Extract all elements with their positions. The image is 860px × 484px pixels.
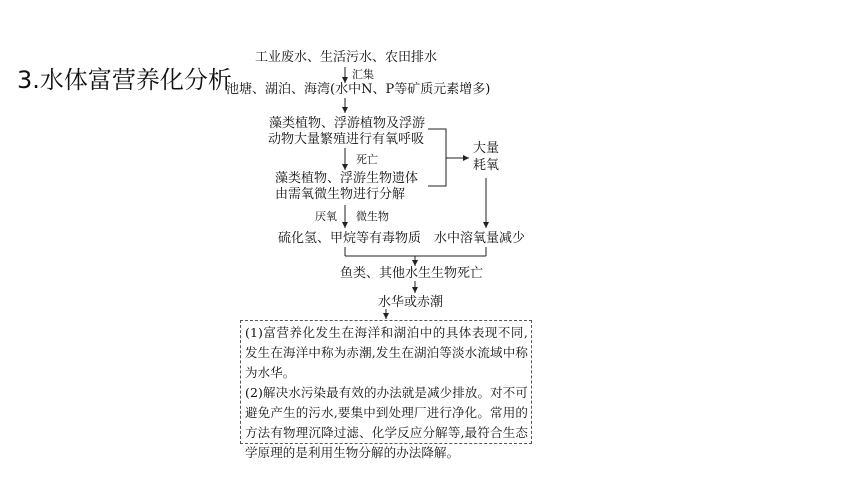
oxygen-consumption-line1: 大量 [473, 141, 500, 156]
page-title: 3.水体富营养化分析 [17, 66, 232, 94]
algae-node-line2: 动物大量繁殖进行有氧呼吸 [268, 132, 425, 147]
algae-node-line1: 藻类植物、浮游植物及浮游 [269, 116, 426, 131]
oxygen-decrease-node: 水中溶氧量减少 [434, 231, 526, 246]
anaerobic-label: 厌氧 [315, 210, 337, 223]
note-paragraph-2: (2)解决水污染最有效的办法就是减少排放。对不可避免产生的污水,要集中到处理厂进行净化。常用的方法有物理沉降过滤、化学反应分解等,最符合生态学原理的是利用生物分解的办法降解。 [245, 385, 528, 460]
fish-death-node: 鱼类、其他水生生物死亡 [340, 266, 484, 281]
bracket-oxygen [428, 129, 446, 186]
water-bodies-node: 池塘、湖泊、海湾(水中N、P等矿质元素增多) [226, 82, 491, 97]
result-node: 水华或赤潮 [378, 295, 444, 310]
sources-node: 工业废水、生活污水、农田排水 [255, 50, 438, 65]
microbe-label: 微生物 [356, 210, 389, 223]
notes-box [240, 320, 532, 460]
remains-node-line1: 藻类植物、浮游生物遗体 [275, 171, 419, 186]
converge-label: 汇集 [352, 68, 374, 81]
death-label: 死亡 [356, 153, 378, 166]
toxic-node: 硫化氢、甲烷等有毒物质 [278, 231, 422, 246]
note-paragraph-1: (1)富营养化发生在海洋和湖泊中的具体表现不同,发生在海洋中称为赤潮,发生在湖泊等淡水流域中称为水华。 [245, 325, 528, 380]
remains-node-line2: 由需氧微生物进行分解 [275, 187, 406, 202]
oxygen-consumption-line2: 耗氧 [473, 158, 500, 173]
